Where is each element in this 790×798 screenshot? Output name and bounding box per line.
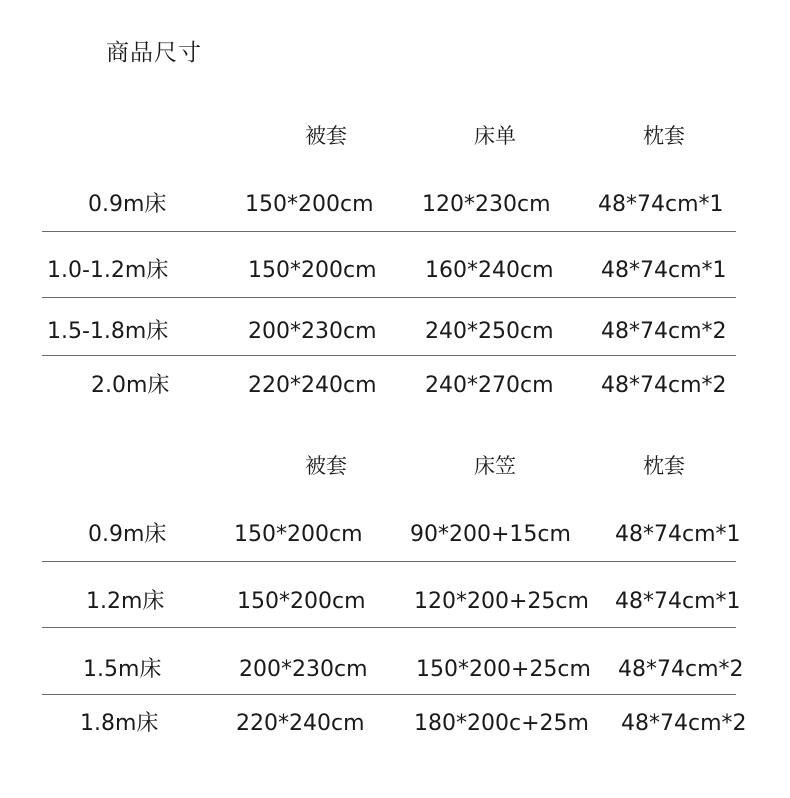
row4-size: 1.8m床 [80, 711, 159, 736]
row4-pillow: 48*74cm*2 [621, 711, 747, 736]
row3-size: 1.5-1.8m床 [47, 319, 169, 344]
row2-size: 1.0-1.2m床 [47, 258, 169, 283]
page-title: 商品尺寸 [106, 40, 202, 66]
row1-duvet: 150*200cm [234, 522, 363, 547]
row1-fitted: 90*200+15cm [410, 522, 571, 547]
row-divider [42, 355, 736, 356]
header-sheet: 床单 [474, 124, 516, 148]
row4-pillow: 48*74cm*2 [601, 373, 727, 398]
row2-duvet: 150*200cm [248, 258, 377, 283]
header-duvet: 被套 [305, 454, 347, 478]
row3-pillow: 48*74cm*2 [601, 319, 727, 344]
row1-pillow: 48*74cm*1 [615, 522, 741, 547]
row2-pillow: 48*74cm*1 [601, 258, 727, 283]
row3-size: 1.5m床 [83, 657, 162, 682]
row3-fitted: 150*200+25cm [416, 657, 591, 682]
header-duvet: 被套 [305, 124, 347, 148]
header-pillow: 枕套 [643, 124, 685, 148]
row3-pillow: 48*74cm*2 [618, 657, 744, 682]
row3-duvet: 200*230cm [239, 657, 368, 682]
row1-size: 0.9m床 [88, 522, 167, 547]
row-divider [42, 627, 736, 628]
header-fitted-sheet: 床笠 [474, 454, 516, 478]
row1-pillow: 48*74cm*1 [598, 192, 724, 217]
row4-size: 2.0m床 [91, 373, 170, 398]
row2-pillow: 48*74cm*1 [615, 589, 741, 614]
row3-sheet: 240*250cm [425, 319, 554, 344]
row-divider [42, 231, 736, 232]
row2-size: 1.2m床 [86, 589, 165, 614]
row-divider [42, 561, 736, 562]
row4-sheet: 240*270cm [425, 373, 554, 398]
row1-size: 0.9m床 [88, 192, 167, 217]
row-divider [42, 694, 736, 695]
row-divider [42, 297, 736, 298]
row4-duvet: 220*240cm [248, 373, 377, 398]
row2-fitted: 120*200+25cm [414, 589, 589, 614]
row3-duvet: 200*230cm [248, 319, 377, 344]
row4-fitted: 180*200c+25m [414, 711, 589, 736]
row4-duvet: 220*240cm [236, 711, 365, 736]
row1-sheet: 120*230cm [422, 192, 551, 217]
header-pillow: 枕套 [643, 454, 685, 478]
row2-sheet: 160*240cm [425, 258, 554, 283]
row2-duvet: 150*200cm [237, 589, 366, 614]
row1-duvet: 150*200cm [245, 192, 374, 217]
